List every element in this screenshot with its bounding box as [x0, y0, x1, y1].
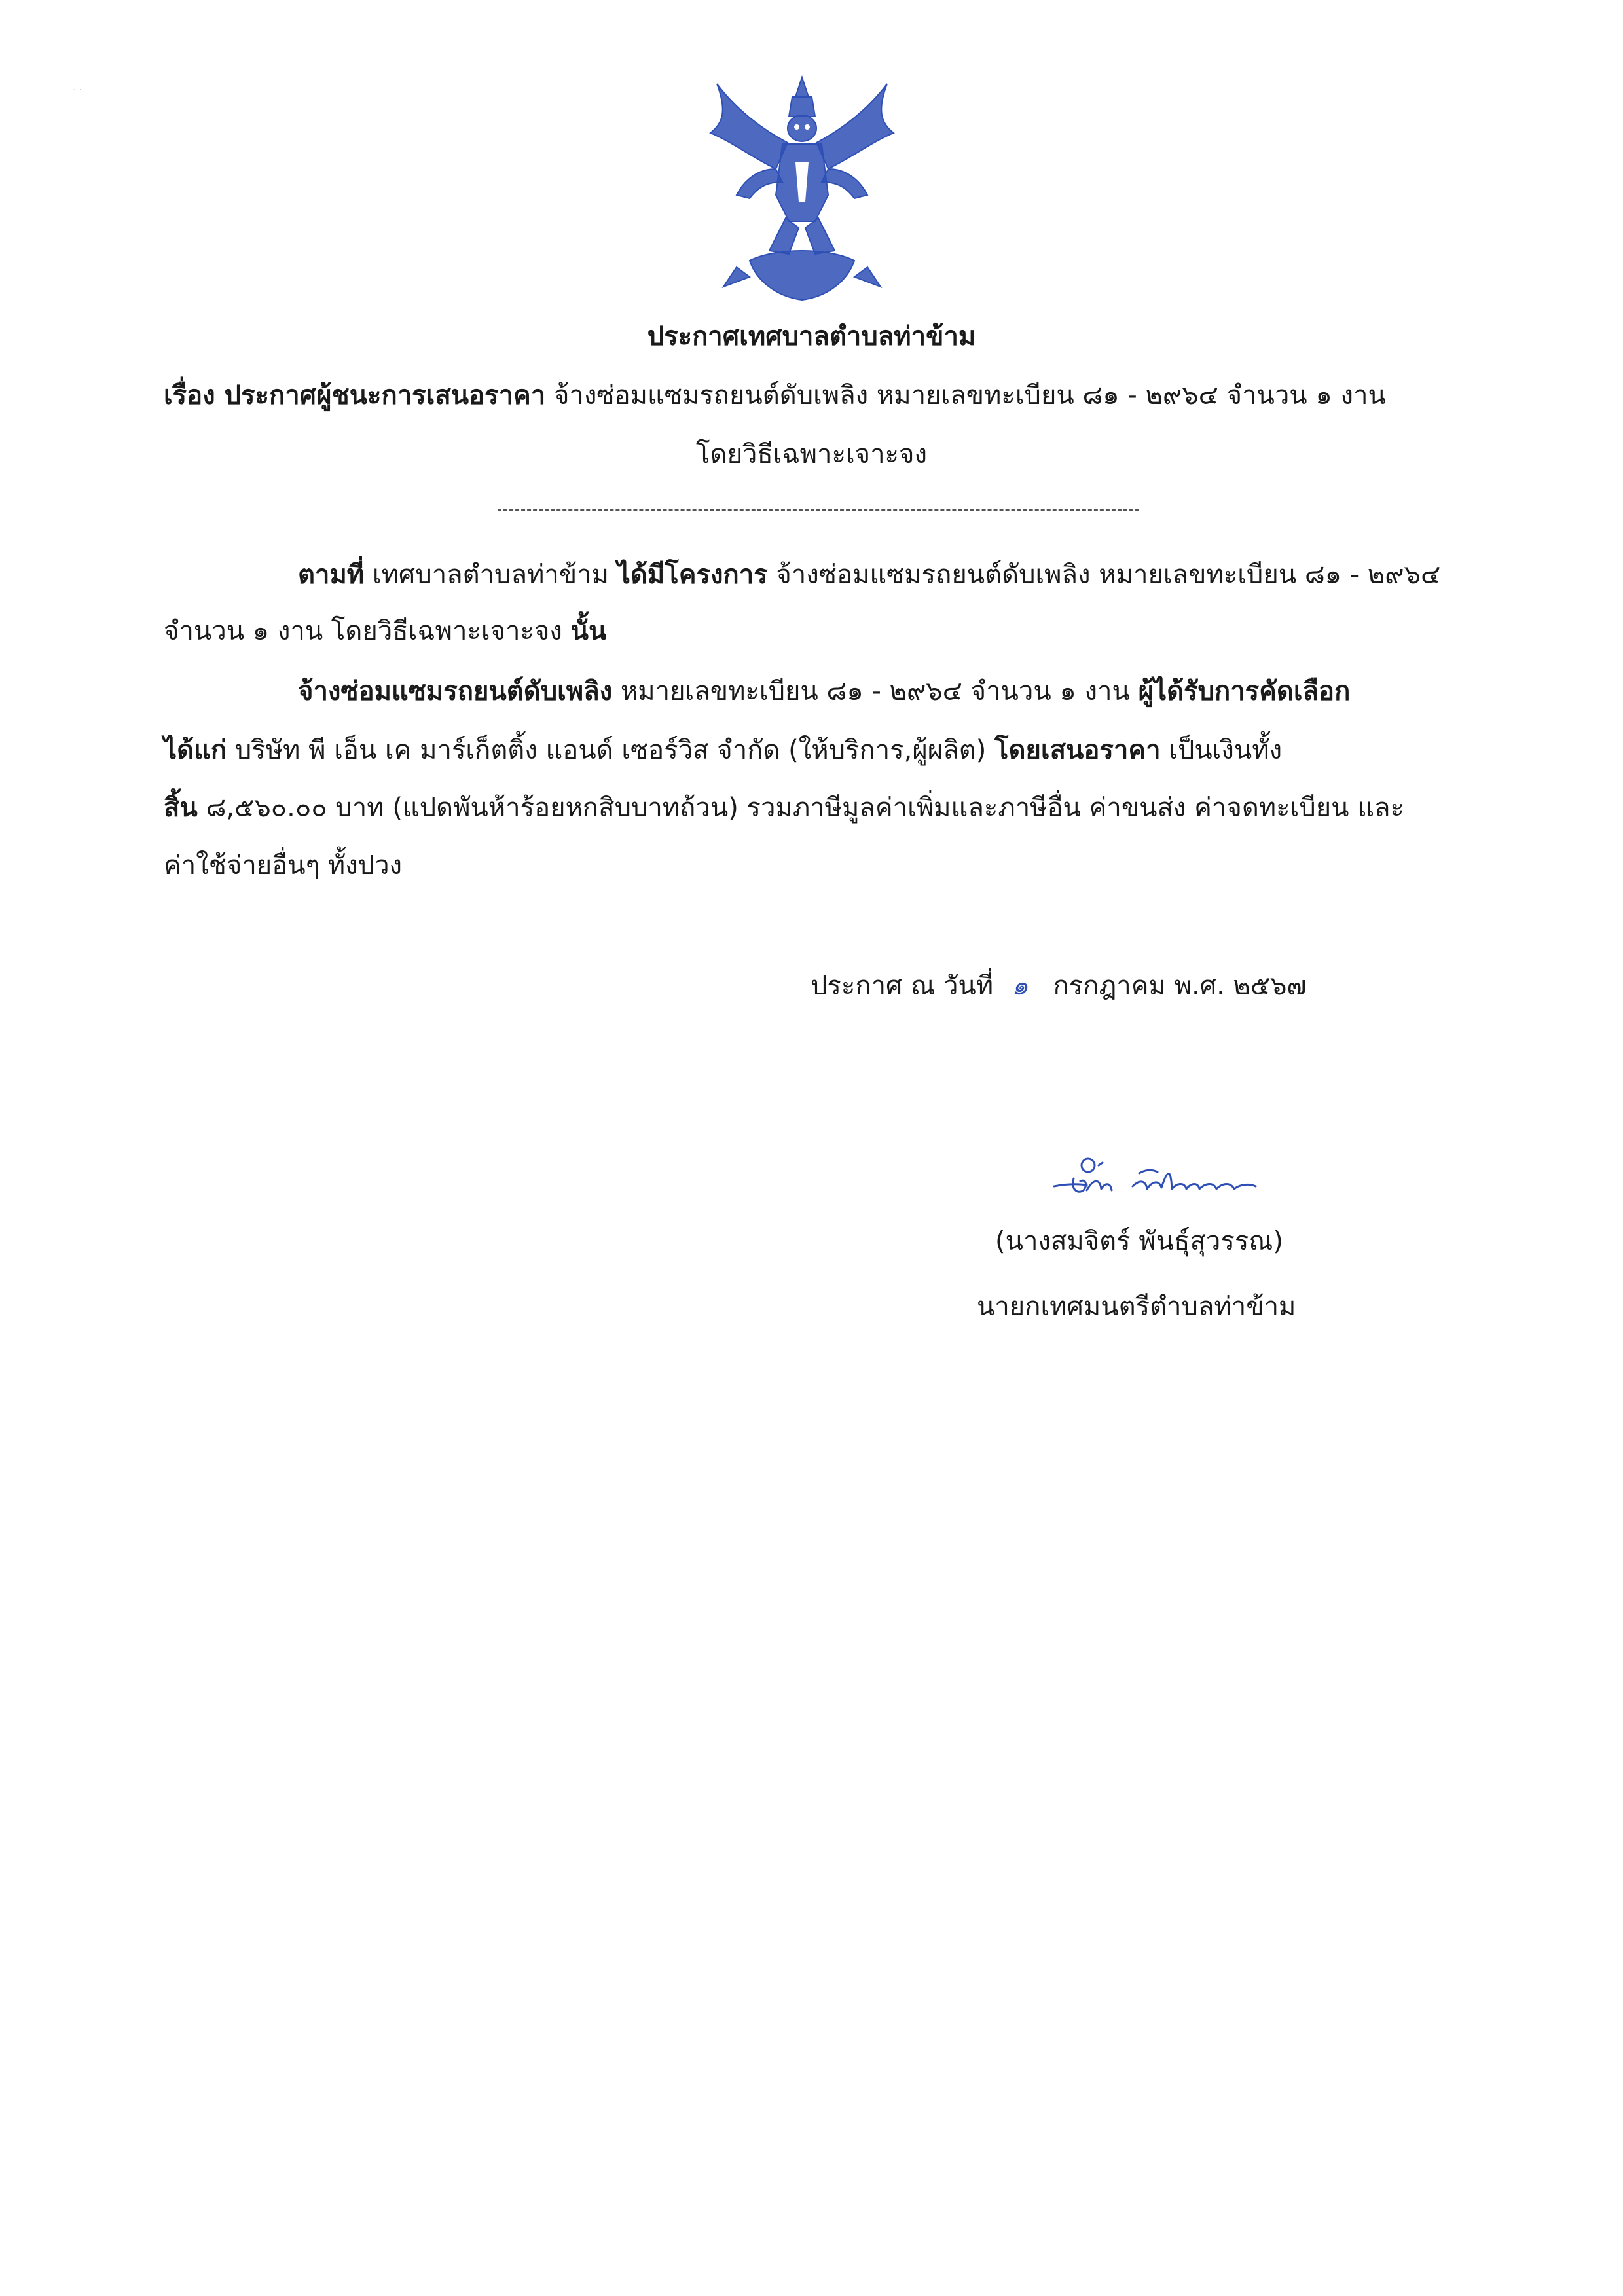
- paragraph-2-line-3: [164, 788, 1404, 828]
- p2-text-c: ผู้ได้รับการคัดเลือก: [1138, 676, 1351, 706]
- p2-text-f: เป็นเงินทั้ง: [1169, 735, 1283, 765]
- paragraph-1-line-2: [164, 611, 606, 651]
- p1-text-a: ตามที่: [298, 560, 365, 590]
- announcement-date: [811, 966, 1307, 1006]
- p2-text-d: ได้แก่: [164, 735, 227, 765]
- date-month-year: กรกฎาคม พ.ศ. ๒๕๖๗: [1053, 971, 1307, 1001]
- p1-text-d: จ้างซ่อมแซมรถยนต์ดับเพลิง หมายเลขทะเบียน ๘๑ - ๒๙๖๔: [776, 560, 1441, 590]
- paragraph-2-line-2: [164, 731, 1282, 770]
- p2-text-a: จ้างซ่อมแซมรถยนต์ดับเพลิง: [298, 676, 613, 706]
- p1-text-f: นั้น: [570, 616, 607, 646]
- scan-specks: · ·: [73, 85, 82, 96]
- paragraph-2-line-4: ค่าใช้จ่ายอื่นๆ ทั้งปวง: [164, 850, 403, 881]
- p1-text-e: จำนวน ๑ งาน โดยวิธีเฉพาะเจาะจง: [164, 616, 562, 646]
- p1-text-b: เทศบาลตำบลท่าข้าม: [372, 560, 610, 590]
- p2-amount: ๘,๕๖๐.๐๐ บาท (แปดพันห้าร้อยหกสิบบาทถ้วน): [206, 793, 739, 823]
- paragraph-1-line-1: [298, 555, 1440, 594]
- dashed-separator: [498, 509, 1139, 511]
- subject-line-2: โดยวิธีเฉพาะเจาะจง: [695, 439, 928, 469]
- subject-line: [164, 376, 1386, 415]
- signatory-name: (นางสมจิตร์ พันธุ์สุวรรณ): [995, 1226, 1284, 1256]
- date-prefix: ประกาศ ณ วันที่: [811, 971, 994, 1001]
- p2-text-e: โดยเสนอราคา: [994, 735, 1161, 765]
- p1-text-c: ได้มีโครงการ: [617, 560, 768, 590]
- paragraph-2-line-1: [298, 672, 1350, 711]
- p2-text-b: หมายเลขทะเบียน ๘๑ - ๒๙๖๔ จำนวน ๑ งาน: [620, 676, 1130, 706]
- p2-text-g: สิ้น: [164, 793, 198, 823]
- announcement-title: ประกาศเทศบาลตำบลท่าข้าม: [647, 321, 976, 352]
- signatory-position: นายกเทศมนตรีตำบลท่าข้าม: [977, 1292, 1296, 1322]
- subject-text: จ้างซ่อมแซมรถยนต์ดับเพลิง หมายเลขทะเบียน ๘๑ - ๒๙๖๔ จำนวน ๑ งาน: [553, 380, 1386, 410]
- garuda-emblem-icon: [697, 71, 907, 306]
- date-day: ๑: [1012, 971, 1029, 1001]
- handwritten-signature: [1048, 1146, 1290, 1218]
- p2-company-name: บริษัท พี เอ็น เค มาร์เก็ตติ้ง แอนด์ เซอร์วิส จำกัด (ให้บริการ,ผู้ผลิต): [234, 735, 987, 765]
- subject-label: เรื่อง ประกาศผู้ชนะการเสนอราคา: [164, 380, 546, 410]
- p2-text-h: รวมภาษีมูลค่าเพิ่มและภาษีอื่น ค่าขนส่ง ค่าจดทะเบียน และ: [746, 793, 1404, 823]
